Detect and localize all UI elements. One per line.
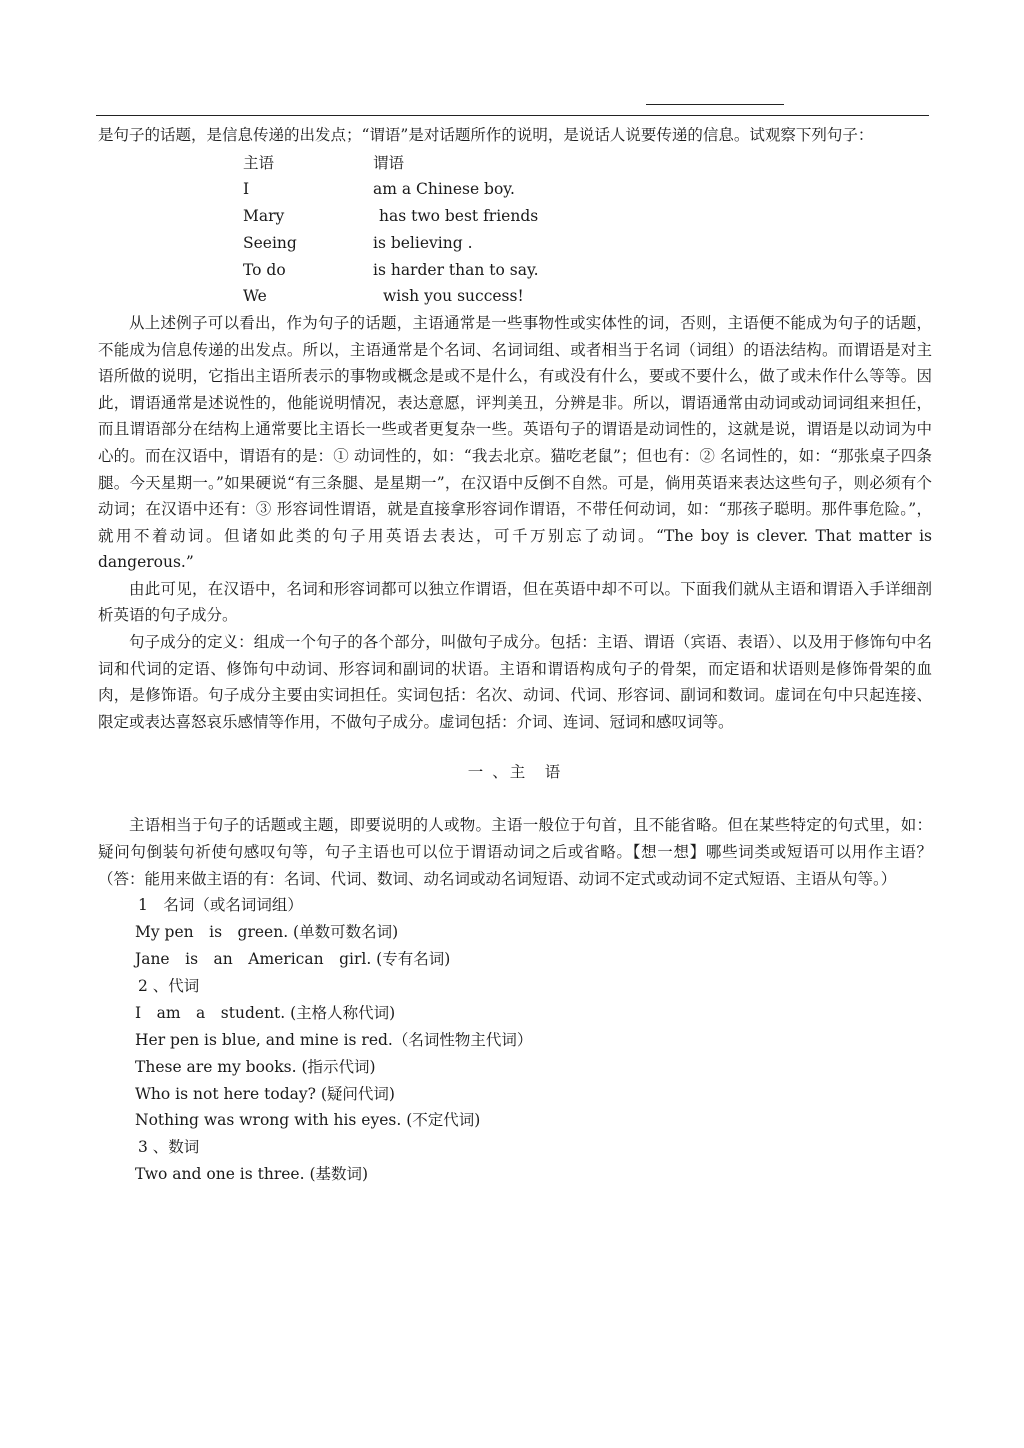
subject-cell: Seeing (243, 233, 297, 252)
example-sentence: Jane is an American girl. (专有名词) (135, 950, 451, 969)
example-sentence: Her pen is blue, and mine is red.（名词性物主代词） (135, 1030, 533, 1049)
subject-cell: We (243, 287, 267, 306)
example-table-header (243, 149, 539, 176)
subject-header: 主语 (243, 154, 275, 173)
example-sentence: My pen is green. (单数可数名词) (135, 923, 399, 942)
subsection-title-noun: 1 名词（或名词词组） (138, 896, 303, 915)
table-row (243, 175, 539, 202)
table-row (243, 283, 539, 310)
section-intro: 主语相当于句子的话题或主题，即要说明的人或物。主语一般位于句首，且不能省略。但在某些特定的句式里，如：疑问句倒装句祈使句感叹句等，句子主语也可以位于谓语动词之后或省略。【想一想】哪些词类或短语可以用作主语？（答：能用来做主语的有：名词、代词、数词、动名词或动名词短语、动词不定式或动词不定式短语、主语从句等。） (98, 816, 932, 888)
predicate-cell: am a Chinese boy. (373, 179, 515, 198)
example-sentence: I am a student. (主格人称代词) (135, 1003, 396, 1022)
subject-cell: Mary (243, 206, 285, 225)
table-row (243, 202, 539, 229)
subsection-title-pronoun: 2 、代词 (138, 976, 200, 995)
intro-paragraph: 是句子的话题，是信息传递的出发点；“谓语”是对话题所作的说明，是说话人说要传递的信息。试观察下列句子： (98, 126, 874, 144)
predicate-cell: is believing . (373, 233, 473, 252)
paragraph-conclusion: 由此可见，在汉语中，名词和形容词都可以独立作谓语，但在英语中却不可以。下面我们就从主语和谓语入手详细剖析英语的句子成分。 (98, 579, 932, 625)
header-rule (96, 115, 929, 116)
paragraph-sentence-components: 句子成分的定义：组成一个句子的各个部分，叫做句子成分。包括：主语、谓语（宾语、表语）、以及用于修饰句中名词和代词的定语、修饰句中动词、形容词和副词的状语。主语和谓语构成句子的骨架，而定语和状语则是修饰骨架的血肉，是修饰语。句子成分主要由实词担任。实词包括：名次、动词、代词、形容词、副词和数词。虚词在句中只起连接、限定或表达喜怒哀乐感情等作用，不做句子成分。虚词包括：介词、连词、冠词和感叹词等。 (98, 633, 932, 731)
subsection-title-numeral: 3 、数词 (138, 1138, 200, 1157)
predicate-cell: has two best friends (379, 206, 539, 225)
table-row (243, 229, 539, 256)
predicate-cell: wish you success! (383, 287, 524, 306)
example-sentence: Two and one is three. (基数词) (135, 1165, 369, 1184)
paragraph-subject-predicate: 从上述例子可以看出，作为句子的话题，主语通常是一些事物性或实体性的词，否则，主语便不能成为句子的话题，不能成为信息传递的出发点。所以，主语通常是个名词、名词词组、或者相当于名词（词组）的语法结构。而谓语是对主语所做的说明，它指出主语所表示的事物或概念是或不是什么，有或没有什么，要或不要什么，做了或未作什么等等。因此，谓语通常是述说性的，他能说明情况，表达意愿，评判美丑，分辨是非。所以，谓语通常由动词或动词词组来担任，而且谓语部分在结构上通常要比主语长一些或者更复杂一些。英语句子的谓语是动词性的，这就是说，谓语是以动词为中心的。而在汉语中，谓语有的是：① 动词性的，如：“我去北京。猫吃老鼠”；但也有：② 名词性的，如：“那张桌子四条腿。今天星期一。”如果硬说“有三条腿、是星期一”，在汉语中反倒不自然。可是，倘用英语来表达这些句子，则必须有个动词；在汉语中还有：③ 形容词性谓语，就是直接拿形容词作谓语，不带任何动词，如：“那孩子聪明。那件事危险。”，就用不着动词。但诸如此类的句子用英语去表达，可千万别忘了动词。“The boy is clever. That matter is dangerous.” (98, 313, 932, 572)
header-short-rule (646, 104, 784, 105)
predicate-header: 谓语 (373, 154, 405, 173)
example-sentence: These are my books. (指示代词) (135, 1057, 376, 1076)
predicate-cell: is harder than to say. (373, 260, 539, 279)
example-sentence: Nothing was wrong with his eyes. (不定代词) (135, 1111, 481, 1130)
subject-cell: To do (243, 260, 286, 279)
table-row (243, 256, 539, 283)
example-sentence: Who is not here today? (疑问代词) (135, 1084, 395, 1103)
section-heading: 一 、主 语 (467, 763, 563, 782)
example-table (243, 149, 539, 310)
page-content (98, 122, 932, 1188)
subject-cell: I (243, 179, 250, 198)
